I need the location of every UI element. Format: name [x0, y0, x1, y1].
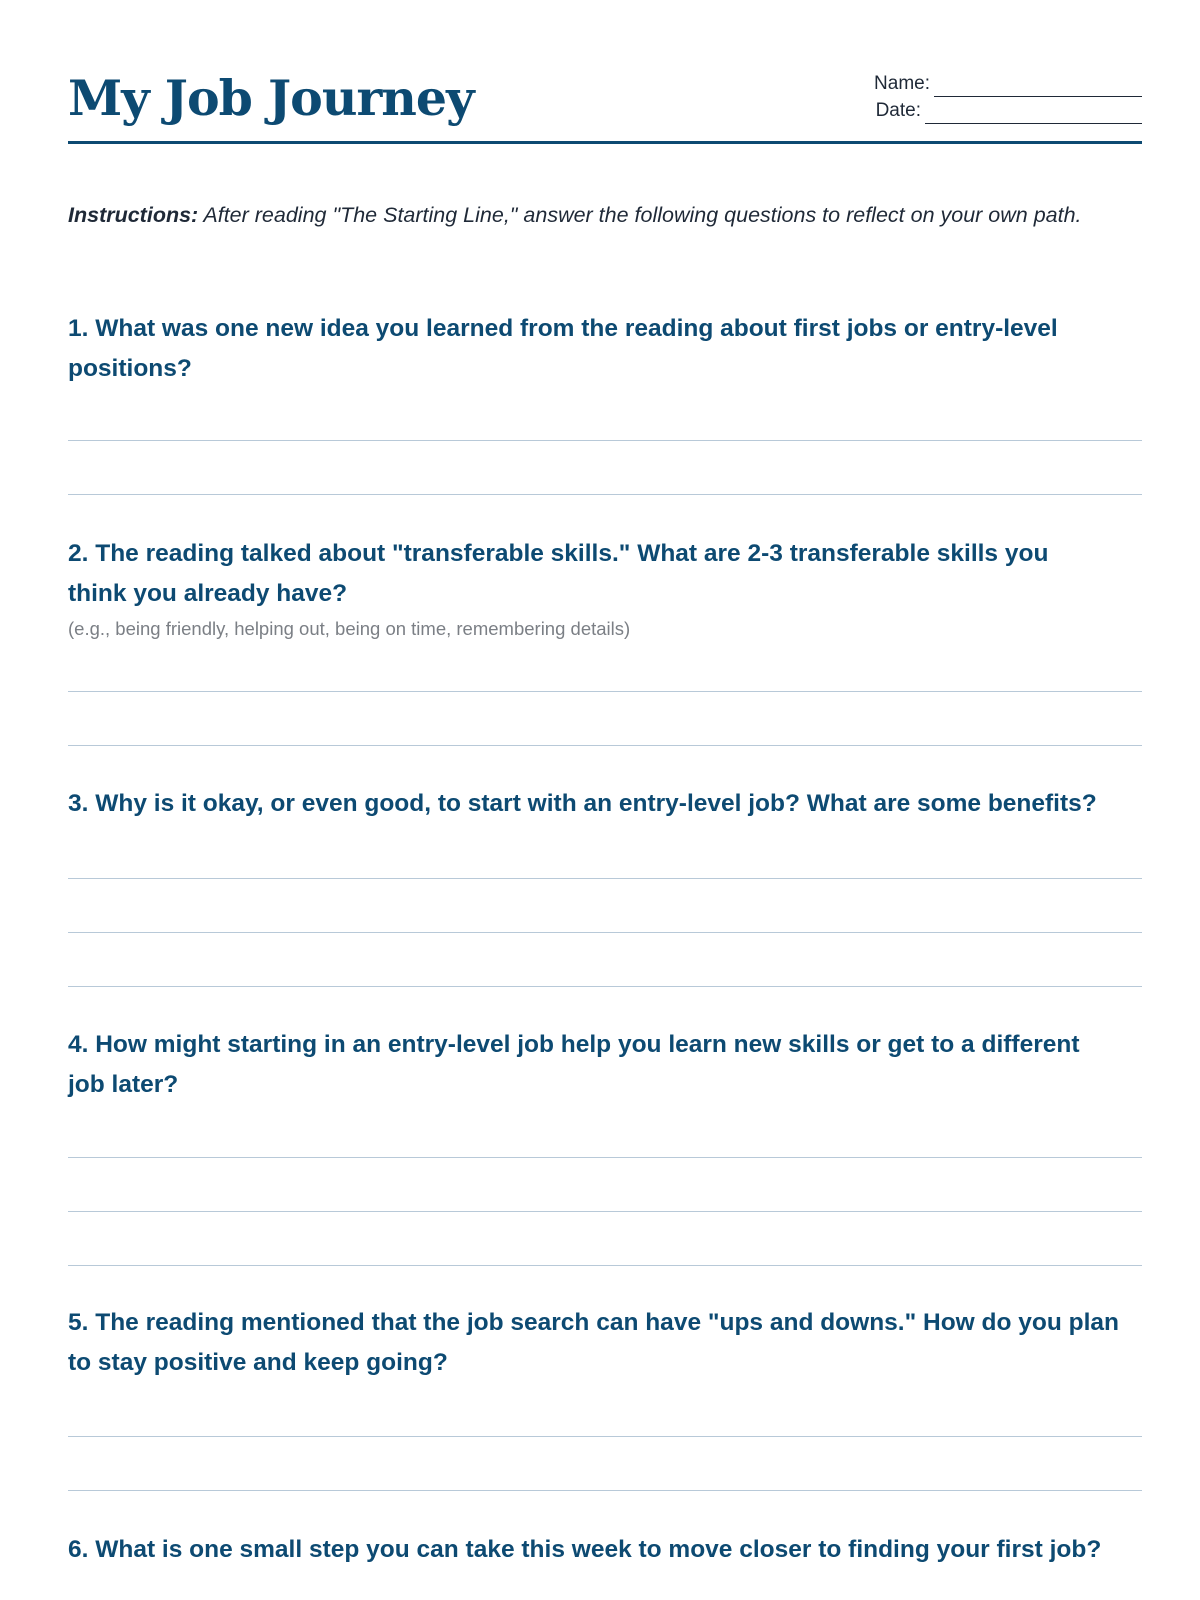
question-4-answer-line-2[interactable]: [68, 1211, 1142, 1212]
question-4-answer-line-3[interactable]: [68, 1265, 1142, 1266]
question-3-answer-line-2[interactable]: [68, 932, 1142, 933]
date-blank[interactable]: [925, 105, 1142, 124]
question-5-answer-line-2[interactable]: [68, 1490, 1142, 1491]
question-1: [68, 309, 1142, 389]
question-3: [68, 784, 1142, 824]
name-label: Name:: [874, 73, 930, 94]
question-3-text: 3. Why is it okay, or even good, to start with an entry-level job? What are some benefits?: [68, 790, 1097, 817]
page-title: My Job Journey: [68, 69, 474, 127]
question-3-answer-line-3[interactable]: [68, 986, 1142, 987]
question-5: [68, 1303, 1142, 1383]
date-row: [842, 97, 1142, 124]
instructions: [68, 199, 1142, 232]
question-5-answer-line-1[interactable]: [68, 1436, 1142, 1437]
question-2-answer-line-2[interactable]: [68, 745, 1142, 746]
question-2-hint: (e.g., being friendly, helping out, being on time, remembering details): [68, 618, 631, 639]
instructions-lead: Instructions:: [68, 203, 199, 227]
question-4-answer-line-1[interactable]: [68, 1157, 1142, 1158]
date-label: Date:: [875, 100, 921, 121]
question-1-text: 1. What was one new idea you learned from the reading about first jobs or entry-level positions?: [68, 315, 1058, 382]
question-6-text: 6. What is one small step you can take this week to move closer to finding your first job?: [68, 1536, 1102, 1563]
instructions-text: After reading "The Starting Line," answer the following questions to reflect on your own path.: [198, 203, 1082, 227]
question-5-text: 5. The reading mentioned that the job search can have "ups and downs." How do you plan to stay positive and keep going?: [68, 1309, 1120, 1376]
question-2-answer-line-1[interactable]: [68, 691, 1142, 692]
question-4-text: 4. How might starting in an entry-level job help you learn new skills or get to a different job later?: [68, 1031, 1080, 1098]
question-1-answer-line-2[interactable]: [68, 494, 1142, 495]
question-6: [68, 1530, 1142, 1570]
question-2: [68, 534, 1142, 642]
worksheet-page: [68, 0, 1142, 1600]
name-blank[interactable]: [934, 78, 1142, 97]
question-2-text: 2. The reading talked about "transferable skills." What are 2-3 transferable skills you think you already have?: [68, 540, 1049, 607]
question-1-answer-line-1[interactable]: [68, 440, 1142, 441]
name-row: [842, 70, 1142, 97]
question-4: [68, 1025, 1142, 1105]
student-info: [842, 70, 1142, 124]
worksheet-header: [68, 66, 1142, 144]
question-3-answer-line-1[interactable]: [68, 878, 1142, 879]
